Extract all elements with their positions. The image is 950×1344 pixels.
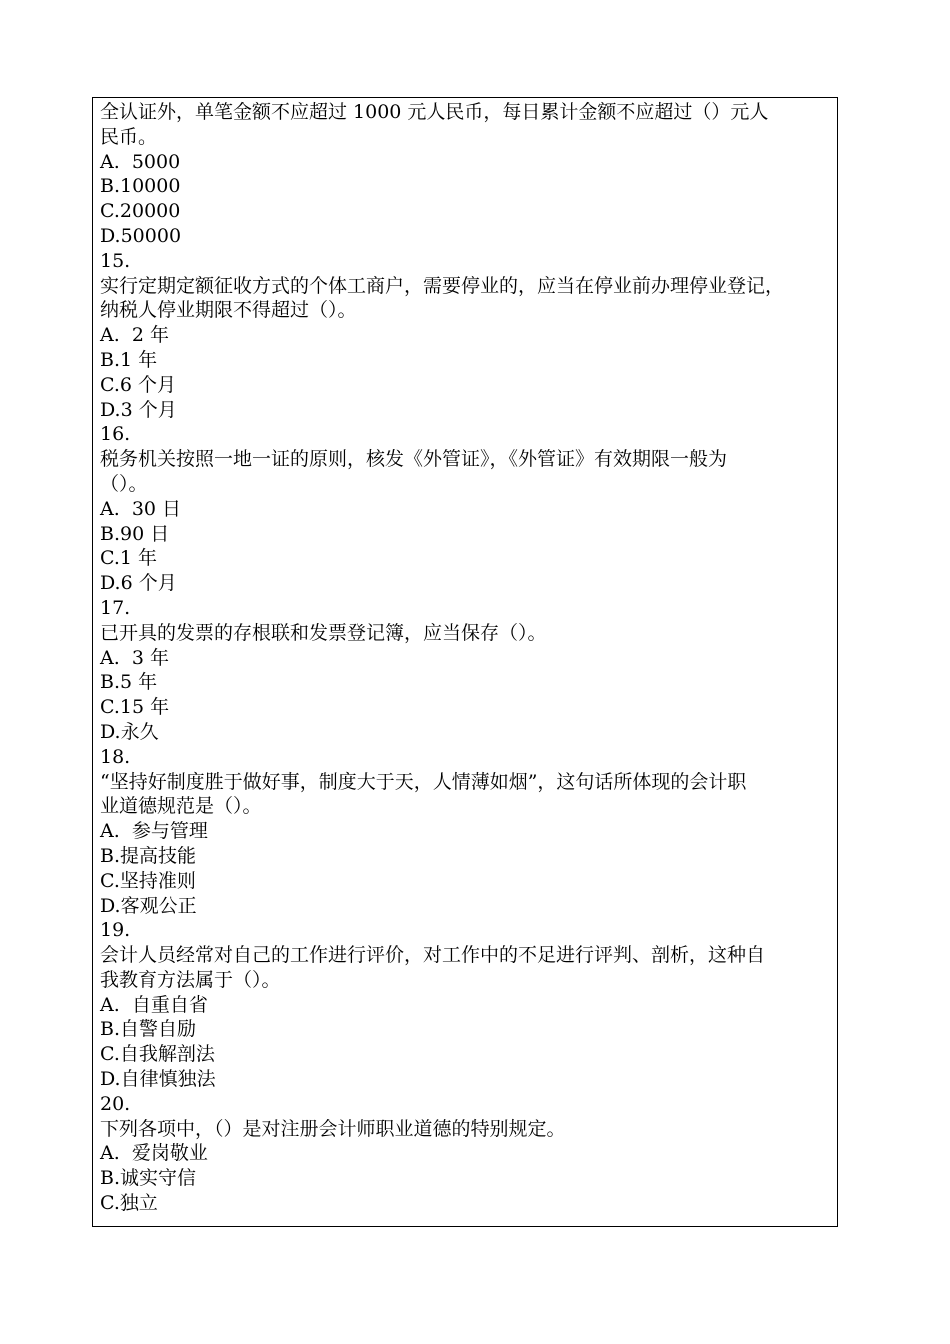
option-line: A. 5000 [100,150,181,173]
option-line: B.1 年 [100,348,158,371]
question-number: 18. [100,745,131,768]
question-text: “坚持好制度胜于做好事，制度大于天，人情薄如烟”，这句话所体现的会计职 [100,770,747,793]
option-line: B.10000 [100,175,181,198]
option-line: A. 3 年 [100,646,169,669]
option-line: C.自我解剖法 [100,1043,215,1066]
question-number: 15. [100,249,131,272]
question-number: 19. [100,919,131,942]
question-text: 纳税人停业期限不得超过（）。 [100,299,357,322]
question-number: 16. [100,423,131,446]
option-line: D.永久 [100,720,159,743]
text-line: 民币。 [100,125,158,148]
option-line: A. 30 日 [100,497,182,520]
question-text: 下列各项中，（）是对注册会计师职业道德的特别规定。 [100,1117,566,1140]
option-line: B.自警自励 [100,1018,197,1041]
option-line: A. 参与管理 [100,820,208,843]
option-line: D.6 个月 [100,572,177,595]
option-line: C.独立 [100,1192,158,1215]
option-line: C.6 个月 [100,373,177,396]
option-line: C.1 年 [100,547,158,570]
option-line: C.20000 [100,200,181,223]
question-text: 实行定期定额征收方式的个体工商户，需要停业的，应当在停业前办理停业登记， [100,274,785,297]
option-line: B.提高技能 [100,844,197,867]
option-line: C.坚持准则 [100,869,196,892]
option-line: D.50000 [100,224,182,247]
option-line: A. 2 年 [100,324,169,347]
option-line: D.自律慎独法 [100,1068,216,1091]
question-text: （）。 [100,472,148,495]
question-text: 会计人员经常对自己的工作进行评价，对工作中的不足进行评判、剖析，这种自 [100,944,766,967]
option-line: A. 爱岗敬业 [100,1142,208,1165]
option-line: B.5 年 [100,671,158,694]
option-line: C.15 年 [100,696,170,719]
option-line: A. 自重自省 [100,993,208,1016]
option-line: D.3 个月 [100,398,177,421]
question-box [92,97,838,1227]
question-text: 税务机关按照一地一证的原则，核发《外管证》，《外管证》有效期限一般为 [100,448,728,471]
question-text: 已开具的发票的存根联和发票登记簿，应当保存（）。 [100,621,547,644]
question-number: 17. [100,596,131,619]
question-text: 业道德规范是（）。 [100,795,262,818]
option-line: B.诚实守信 [100,1167,197,1190]
text-line: 全认证外，单笔金额不应超过 1000 元人民币，每日累计金额不应超过（）元人 [100,101,769,123]
question-text: 我教育方法属于（）。 [100,968,281,991]
question-number: 20. [100,1092,131,1115]
option-line: D.客观公正 [100,894,197,917]
option-line: B.90 日 [100,522,170,545]
